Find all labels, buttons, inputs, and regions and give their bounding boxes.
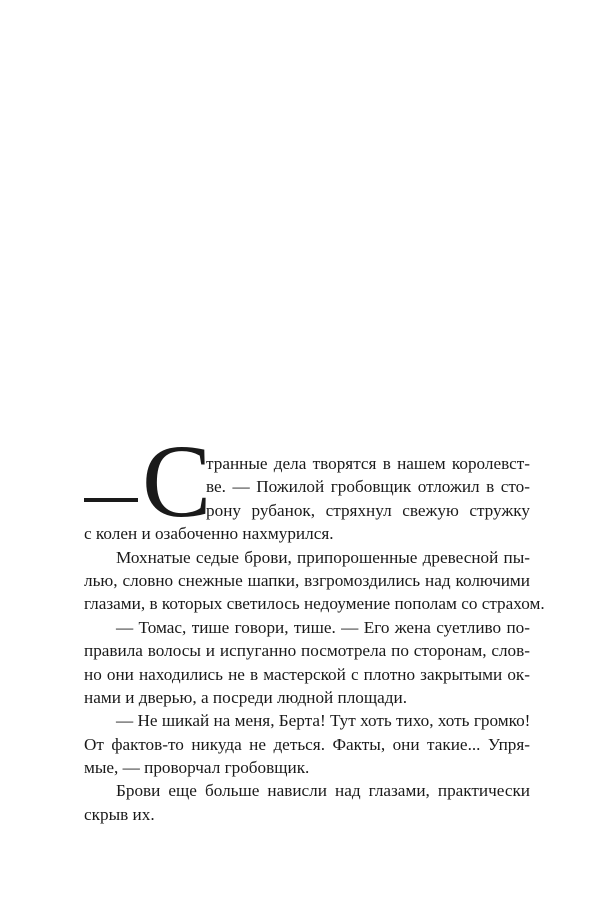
chapter-text — [84, 424, 545, 826]
text-line: глазами, в которых светилось недоумение пополам со страхом. — [84, 594, 545, 614]
text-line: Мохнатые седые брови, припорошенные древесной пы- — [116, 547, 530, 567]
text-line: От фактов-то никуда не деться. Факты, они такие... Упря- — [84, 734, 530, 754]
text-line: нами и дверью, а посреди людной площади. — [84, 687, 408, 707]
text-line: рону рубанок, стряхнул свежую стружку — [206, 500, 530, 520]
text-line: — Не шикай на меня, Берта! Тут хоть тихо, хоть громко! — [116, 711, 531, 731]
paragraph-2 — [84, 546, 545, 616]
drop-cap-dash — [84, 498, 138, 502]
text-line: ве. — Пожилой гробовщик отложил в сто- — [206, 477, 530, 497]
text-line: мые, — проворчал гробовщик. — [84, 758, 310, 778]
text-line: — Томас, тише говори, тише. — Его жена суетливо по- — [116, 617, 530, 637]
text-line: скрыв их. — [84, 804, 155, 824]
paragraph-5 — [84, 779, 530, 826]
drop-cap-letter: С — [142, 424, 212, 539]
text-line: лью, словно снежные шапки, взгромоздились над колючими — [84, 570, 530, 590]
paragraph-3 — [84, 616, 530, 710]
text-line: Брови еще больше нависли над глазами, практически — [116, 781, 530, 801]
text-line: но они находились не в мастерской с плотно закрытыми ок- — [84, 664, 530, 684]
drop-cap — [84, 424, 212, 539]
paragraph-4 — [84, 709, 530, 779]
text-line: правила волосы и испуганно посмотрела по сторонам, слов- — [84, 641, 530, 661]
text-line: с колен и озабоченно нахмурился. — [84, 524, 334, 544]
text-line: транные дела творятся в нашем королевст- — [206, 454, 530, 473]
